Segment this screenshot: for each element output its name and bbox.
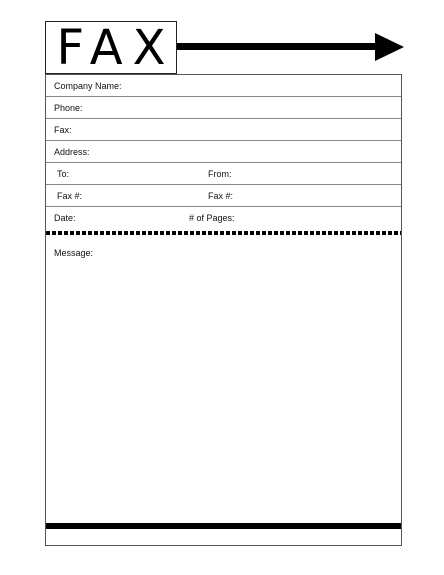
- date-label: Date:: [54, 213, 76, 223]
- bottom-bar: [46, 523, 401, 529]
- company-name-row: [46, 75, 401, 97]
- fax-form: [45, 74, 402, 546]
- fax-label: Fax:: [54, 125, 72, 135]
- company-name-label: Company Name:: [54, 81, 122, 91]
- fax-number-row: [46, 185, 401, 207]
- fax-title-box: [45, 21, 177, 74]
- arrow-right-icon: [177, 30, 404, 64]
- pages-label: # of Pages:: [189, 213, 235, 223]
- to-fax-number-label: Fax #:: [57, 191, 83, 201]
- phone-row: [46, 97, 401, 119]
- from-label: From:: [208, 169, 232, 179]
- from-fax-number-label: Fax #:: [208, 191, 234, 201]
- phone-label: Phone:: [54, 103, 83, 113]
- dashed-divider: [46, 231, 401, 235]
- to-label: To:: [57, 169, 70, 179]
- address-row: [46, 141, 401, 163]
- message-label: Message:: [54, 248, 94, 258]
- to-from-row: [46, 163, 401, 185]
- fax-row: [46, 119, 401, 141]
- address-label: Address:: [54, 147, 90, 157]
- fax-title: FAX: [56, 20, 176, 76]
- date-pages-row: [46, 207, 401, 229]
